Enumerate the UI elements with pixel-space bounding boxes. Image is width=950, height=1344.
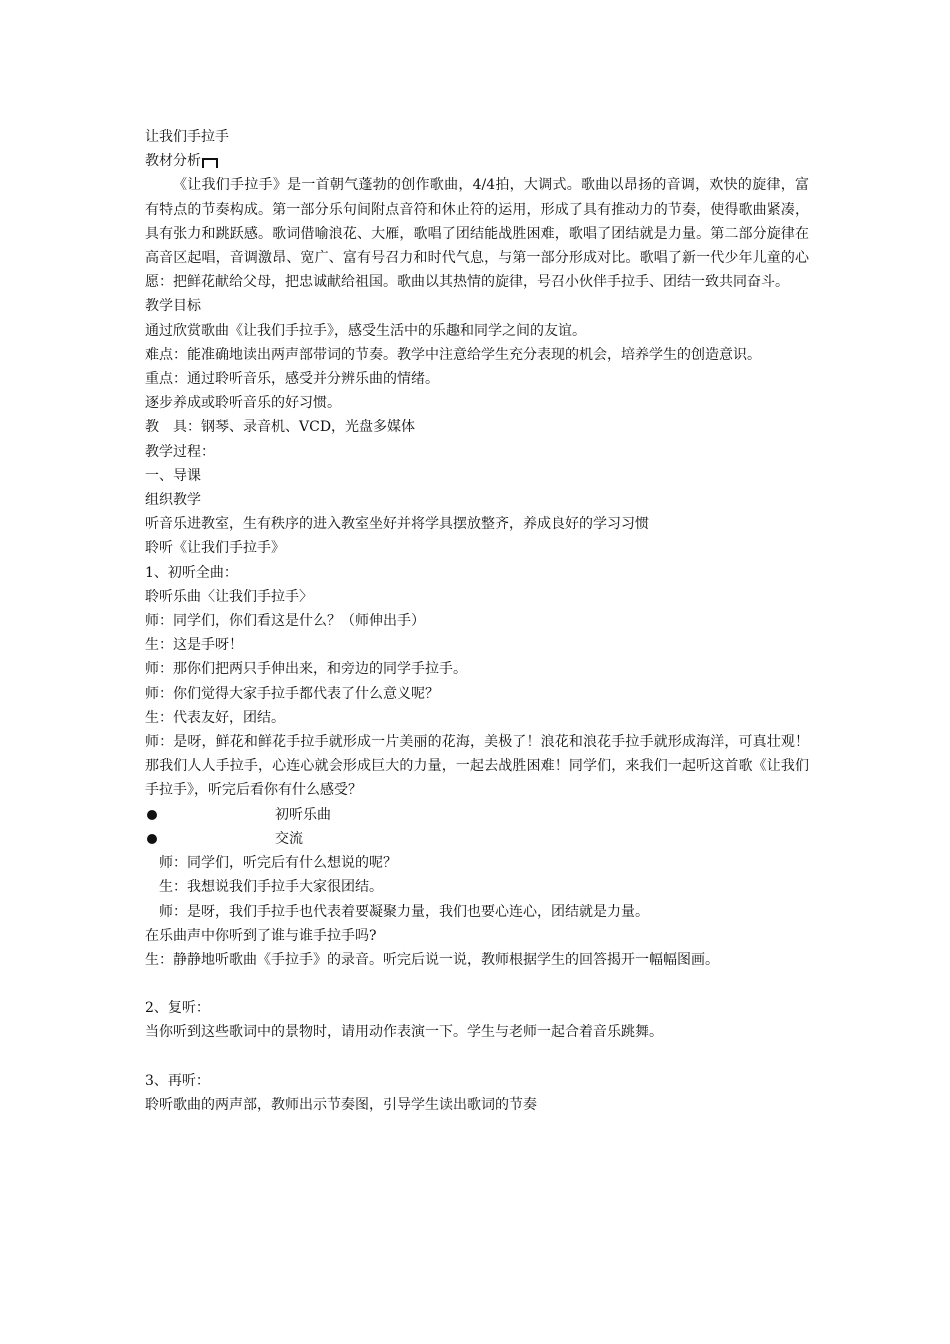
- goals-heading: 教学目标: [145, 298, 201, 315]
- exchange-line: 师：同学们，听完后有什么想说的呢？: [159, 855, 397, 872]
- dialog-line: 师：那你们把两只手伸出来，和旁边的同学手拉手。: [145, 661, 467, 678]
- step-2-text: 当你听到这些歌词中的景物时，请用动作表演一下。学生与老师一起合着音乐跳舞。: [145, 1024, 663, 1041]
- blank-line: [145, 1045, 809, 1069]
- dialog-line: 生：代表友好，团结。: [145, 709, 285, 726]
- analysis-heading-row: [145, 149, 809, 173]
- organize-text: 组织教学: [145, 492, 201, 509]
- bullet-icon: [147, 810, 157, 820]
- bullet-label: 交流: [275, 830, 303, 847]
- step-3-heading: 3、再听：: [145, 1072, 210, 1089]
- listen-song-text: 聆听《让我们手拉手》: [145, 540, 285, 557]
- document-title: 让我们手拉手: [145, 129, 229, 145]
- analysis-paragraph: 《让我们手拉手》是一首朝气蓬勃的创作歌曲，4/4拍，大调式。歌曲以昂扬的音调，欢快的旋律，富有特点的节奏构成。第一部分乐句间附点音符和休止符的运用，形成了具有推动力的节奏，使得歌曲紧凑，具有张力和跳跃感。歌词借喻浪花、大雁，歌唱了团结能战胜困难，歌唱了团结就是力量。第二部分旋律在高音区起唱，音调激昂、宽广、富有号召力和时代气息，与第一部分形成对比。歌唱了新一代少年儿童的心愿：把鲜花献给父母，把忠诚献给祖国。歌曲以其热情的旋律，号召小伙伴手拉手、团结一致共同奋斗。: [145, 177, 809, 291]
- section-1-heading: 一、导课: [145, 467, 201, 484]
- bracket-mark-icon: [202, 158, 218, 168]
- bullet-label: 初听乐曲: [275, 806, 331, 823]
- document-page: [145, 125, 809, 1117]
- question-text: 在乐曲声中你听到了谁与谁手拉手吗?: [145, 927, 377, 944]
- habit-text: 逐步养成或聆听音乐的好习惯。: [145, 395, 341, 412]
- step-2-heading: 2、复听：: [145, 1000, 210, 1017]
- bullet-item: [145, 827, 809, 851]
- exchange-line: 师：是呀，我们手拉手也代表着要凝聚力量，我们也要心连心，团结就是力量。: [159, 903, 649, 920]
- blank-line: [145, 972, 809, 996]
- tools-text: 教 具：钢琴、录音机、VCD，光盘多媒体: [145, 419, 416, 436]
- dialog-line: 师：你们觉得大家手拉手都代表了什么意义呢？: [145, 685, 439, 702]
- teacher-long-text: 师：是呀，鲜花和鲜花手拉手就形成一片美丽的花海，美极了！浪花和浪花手拉手就形成海洋，可真壮观！那我们人人手拉手，心连心就会形成巨大的力量，一起去战胜困难！同学们，来我们一起听这首歌《让我们手拉手》，听完后看你有什么感受？: [145, 734, 809, 799]
- goal-text: 通过欣赏歌曲《让我们手拉手》，感受生活中的乐趣和同学之间的友谊。: [145, 322, 586, 339]
- step-3-text: 聆听歌曲的两声部，教师出示节奏图，引导学生读出歌词的节奏: [145, 1096, 537, 1113]
- bullet-icon: [147, 834, 157, 844]
- dialog-line: 师：同学们，你们看这是什么？（师伸出手）: [145, 613, 425, 630]
- listen-music-text: 聆听乐曲〈让我们手拉手〉: [145, 588, 313, 605]
- dialog-line: 生：这是手呀！: [145, 637, 243, 654]
- bullet-item: [145, 803, 809, 827]
- enter-text: 听音乐进教室，生有秩序的进入教室坐好并将学具摆放整齐，养成良好的学习习惯: [145, 516, 649, 533]
- key-point-text: 重点：通过聆听音乐，感受并分辨乐曲的情绪。: [145, 371, 439, 388]
- process-heading: 教学过程：: [145, 443, 215, 460]
- exchange-line: 生：我想说我们手拉手大家很团结。: [159, 879, 383, 896]
- step-1-heading: 1、初听全曲：: [145, 564, 238, 581]
- analysis-heading: 教材分析: [145, 153, 201, 170]
- student-listen-text: 生：静静地听歌曲《手拉手》的录音。听完后说一说，教师根据学生的回答揭开一幅幅图画。: [145, 951, 719, 968]
- difficulty-text: 难点：能准确地读出两声部带词的节奏。教学中注意给学生充分表现的机会，培养学生的创造意识。: [145, 346, 761, 363]
